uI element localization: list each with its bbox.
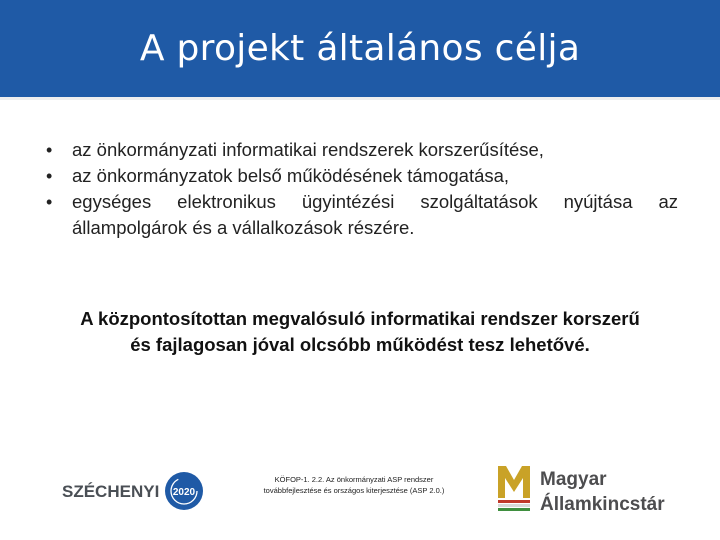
caption-line: KÖFOP-1. 2.2. Az önkormányzati ASP rendszer: [274, 475, 434, 484]
slide-title-bar: [0, 0, 720, 97]
slide-title: A projekt általános célja: [139, 28, 581, 69]
szechenyi-logo-text: SZÉCHENYI: [62, 482, 160, 501]
magyar-allamkincstar-logo: [496, 460, 676, 520]
project-caption: [234, 474, 474, 496]
szechenyi-2020-logo: [62, 465, 204, 517]
goal-bullet-list: [46, 137, 678, 241]
treasury-name-line2: Államkincstár: [540, 494, 665, 515]
bullet-item: [46, 137, 678, 163]
bullet-text: az önkormányzati informatikai rendszerek korszerűsítése,: [72, 139, 544, 160]
title-divider: [0, 97, 720, 100]
bullet-icon: •: [46, 140, 53, 160]
treasury-emblem-icon: [498, 466, 530, 511]
caption-line: továbbfejlesztése és országos kiterjesztése (ASP 2.0.): [263, 486, 445, 495]
bullet-icon: •: [46, 192, 53, 212]
treasury-name-line1: Magyar: [540, 469, 607, 490]
bullet-text: az önkormányzatok belső működésének támogatása,: [72, 165, 510, 186]
key-statement-line: A központosítottan megvalósuló informatikai rendszer korszerű: [80, 308, 640, 329]
bullet-text: egységes elektronikus ügyintézési szolgáltatások nyújtása az állampolgárok és a vállalkozások részére.: [72, 191, 678, 238]
key-statement-line: és fajlagosan jóval olcsóbb működést tesz lehetővé.: [130, 334, 590, 355]
bullet-icon: •: [46, 166, 53, 186]
key-statement: [36, 306, 684, 358]
bullet-item: [46, 163, 678, 189]
bullet-item: [46, 189, 678, 241]
logo-badge-text: 2020: [172, 487, 196, 498]
